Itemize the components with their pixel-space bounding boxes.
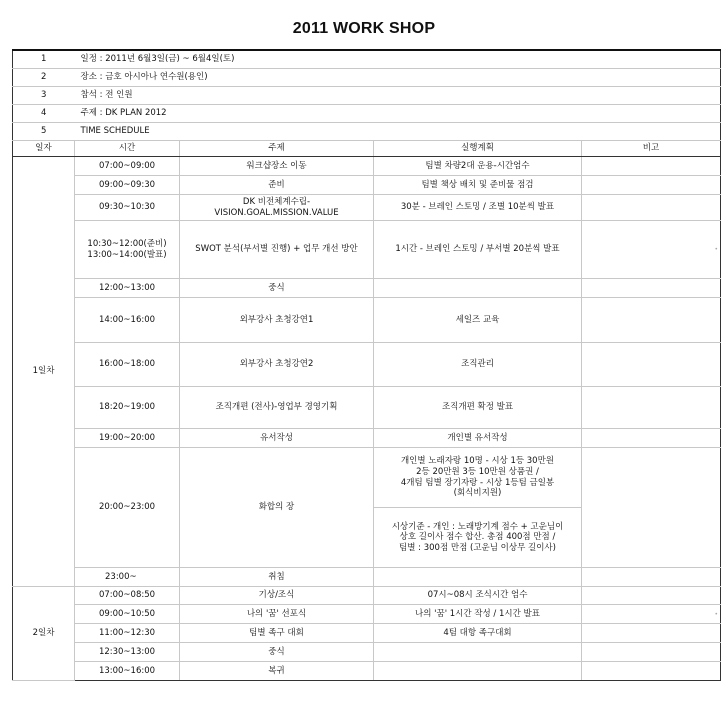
header-topic: 주제 [180, 141, 374, 157]
plan-cell: 팀별 차량2대 운용-시간엄수 [374, 157, 582, 176]
plan-cell [374, 448, 582, 508]
note-cell [582, 195, 721, 221]
info-row [13, 87, 721, 105]
info-text: TIME SCHEDULE [75, 123, 721, 141]
time-cell: 07:00~08:50 [75, 587, 180, 605]
table-row [13, 221, 721, 279]
note-cell [582, 605, 721, 624]
topic-cell: 팀별 족구 대회 [180, 624, 374, 643]
info-row [13, 69, 721, 87]
info-number: 4 [13, 105, 75, 123]
topic-cell: SWOT 분석(부서별 진행) + 업무 개선 방안 [180, 221, 374, 279]
topic-cell: 복귀 [180, 662, 374, 681]
day-label: 2일차 [13, 587, 75, 681]
time-cell: 11:00~12:30 [75, 624, 180, 643]
page-title: 2011 WORK SHOP [292, 20, 436, 37]
header-day: 일자 [13, 141, 75, 157]
table-row [13, 448, 721, 508]
topic-line: VISION.GOAL.MISSION.VALUE [214, 207, 339, 218]
table-row [13, 343, 721, 387]
plan-cell: 조직관리 [374, 343, 582, 387]
time-cell: 12:00~13:00 [75, 279, 180, 298]
time-cell: 14:00~16:00 [75, 298, 180, 343]
topic-cell: 화합의 장 [180, 448, 374, 568]
plan-line: 4개팀 팀별 장기자랑 - 시상 1등팀 금일봉 [400, 477, 555, 488]
time-cell: 07:00~09:00 [75, 157, 180, 176]
time-cell: 18:20~19:00 [75, 387, 180, 429]
table-row [13, 643, 721, 662]
table-row [13, 387, 721, 429]
time-cell: 16:00~18:00 [75, 343, 180, 387]
header-note: 비고 [582, 141, 721, 157]
schedule-sheet [12, 49, 721, 681]
note-cell [582, 624, 721, 643]
note-cell [582, 662, 721, 681]
plan-line: (회식비지원) [453, 488, 502, 499]
header-plan: 실행계획 [374, 141, 582, 157]
note-cell [582, 448, 721, 568]
info-text: 일정 : 2011년 6월3일(금) ~ 6월4일(토) [75, 50, 721, 69]
topic-cell: 워크샵장소 이동 [180, 157, 374, 176]
time-cell: 13:00~16:00 [75, 662, 180, 681]
plan-cell [374, 508, 582, 568]
table-row [13, 662, 721, 681]
time-cell: 12:30~13:00 [75, 643, 180, 662]
topic-cell: 외부강사 초청강연2 [180, 343, 374, 387]
note-cell [582, 176, 721, 195]
table-row [13, 195, 721, 221]
info-row [13, 123, 721, 141]
plan-line: 상호 길이사 점수 합산. 총점 400점 만점 / [399, 532, 556, 543]
topic-cell: 기상/조식 [180, 587, 374, 605]
plan-cell: 나의 '꿈' 1시간 작성 / 1시간 발표 [374, 605, 582, 624]
note-cell [582, 587, 721, 605]
note-cell [582, 387, 721, 429]
table-row [13, 624, 721, 643]
note-cell [582, 221, 721, 279]
info-text: 장소 : 금호 아시아나 연수원(용인) [75, 69, 721, 87]
topic-cell: 취침 [180, 568, 374, 587]
note-cell [582, 568, 721, 587]
table-row [13, 176, 721, 195]
day-label: 1일차 [13, 157, 75, 587]
topic-cell: 외부강사 초청강연1 [180, 298, 374, 343]
info-number: 1 [13, 50, 75, 69]
time-cell: 20:00~23:00 [75, 448, 180, 568]
dot-mark: • [714, 246, 718, 254]
topic-cell: 나의 '꿈' 선포식 [180, 605, 374, 624]
info-number: 5 [13, 123, 75, 141]
plan-cell: 개인별 유서작성 [374, 429, 582, 448]
plan-cell: 07시~08시 조식시간 엄수 [374, 587, 582, 605]
topic-cell: 유서작성 [180, 429, 374, 448]
info-number: 2 [13, 69, 75, 87]
topic-cell: 중식 [180, 279, 374, 298]
table-row [13, 568, 721, 587]
time-line: 13:00~14:00(발표) [87, 249, 167, 260]
plan-cell [374, 568, 582, 587]
note-cell [582, 298, 721, 343]
table-row [13, 587, 721, 605]
topic-line: DK 비전체계수립- [242, 196, 311, 207]
table-row [13, 279, 721, 298]
topic-cell: 조직개편 (전사)-영업부 경영기획 [180, 387, 374, 429]
time-cell: 09:00~10:50 [75, 605, 180, 624]
info-text: 주제 : DK PLAN 2012 [75, 105, 721, 123]
time-cell: 23:00~ [75, 568, 180, 587]
note-cell [582, 643, 721, 662]
plan-cell: 세일즈 교육 [374, 298, 582, 343]
plan-cell: 30분 - 브레인 스토밍 / 조별 10분씩 발표 [374, 195, 582, 221]
table-row [13, 298, 721, 343]
time-cell: 19:00~20:00 [75, 429, 180, 448]
plan-line: 개인별 노래자랑 10명 - 시상 1등 30만원 [400, 456, 555, 467]
table-row [13, 429, 721, 448]
time-cell: 09:00~09:30 [75, 176, 180, 195]
header-time: 시간 [75, 141, 180, 157]
note-cell [582, 279, 721, 298]
table-row [13, 605, 721, 624]
info-row [13, 105, 721, 123]
plan-line: 팀별 : 300점 만점 (고운님 이상무 길이사) [399, 542, 556, 553]
plan-cell: 조직개편 확정 발표 [374, 387, 582, 429]
info-row [13, 50, 721, 69]
plan-cell [374, 279, 582, 298]
topic-cell: 준비 [180, 176, 374, 195]
note-cell [582, 157, 721, 176]
table-header [13, 141, 721, 157]
plan-cell: 4팀 대항 족구대회 [374, 624, 582, 643]
topic-cell [180, 195, 374, 221]
time-cell [75, 221, 180, 279]
plan-cell [374, 662, 582, 681]
note-cell [582, 429, 721, 448]
plan-line: 시상기준 - 개인 : 노래방기계 점수 + 고운님이 [391, 521, 564, 532]
plan-cell [374, 643, 582, 662]
table-row [13, 157, 721, 176]
topic-cell: 중식 [180, 643, 374, 662]
note-cell [582, 343, 721, 387]
plan-cell: 1시간 - 브레인 스토밍 / 부서별 20분씩 발표 [374, 221, 582, 279]
time-cell: 09:30~10:30 [75, 195, 180, 221]
plan-line: 2등 20만원 3등 10만원 상품권 / [416, 466, 539, 477]
info-number: 3 [13, 87, 75, 105]
info-text: 참석 : 전 인원 [75, 87, 721, 105]
dot-mark: • [714, 610, 718, 618]
time-line: 10:30~12:00(준비) [87, 238, 167, 249]
plan-cell: 팀별 책상 배치 및 준비물 점검 [374, 176, 582, 195]
